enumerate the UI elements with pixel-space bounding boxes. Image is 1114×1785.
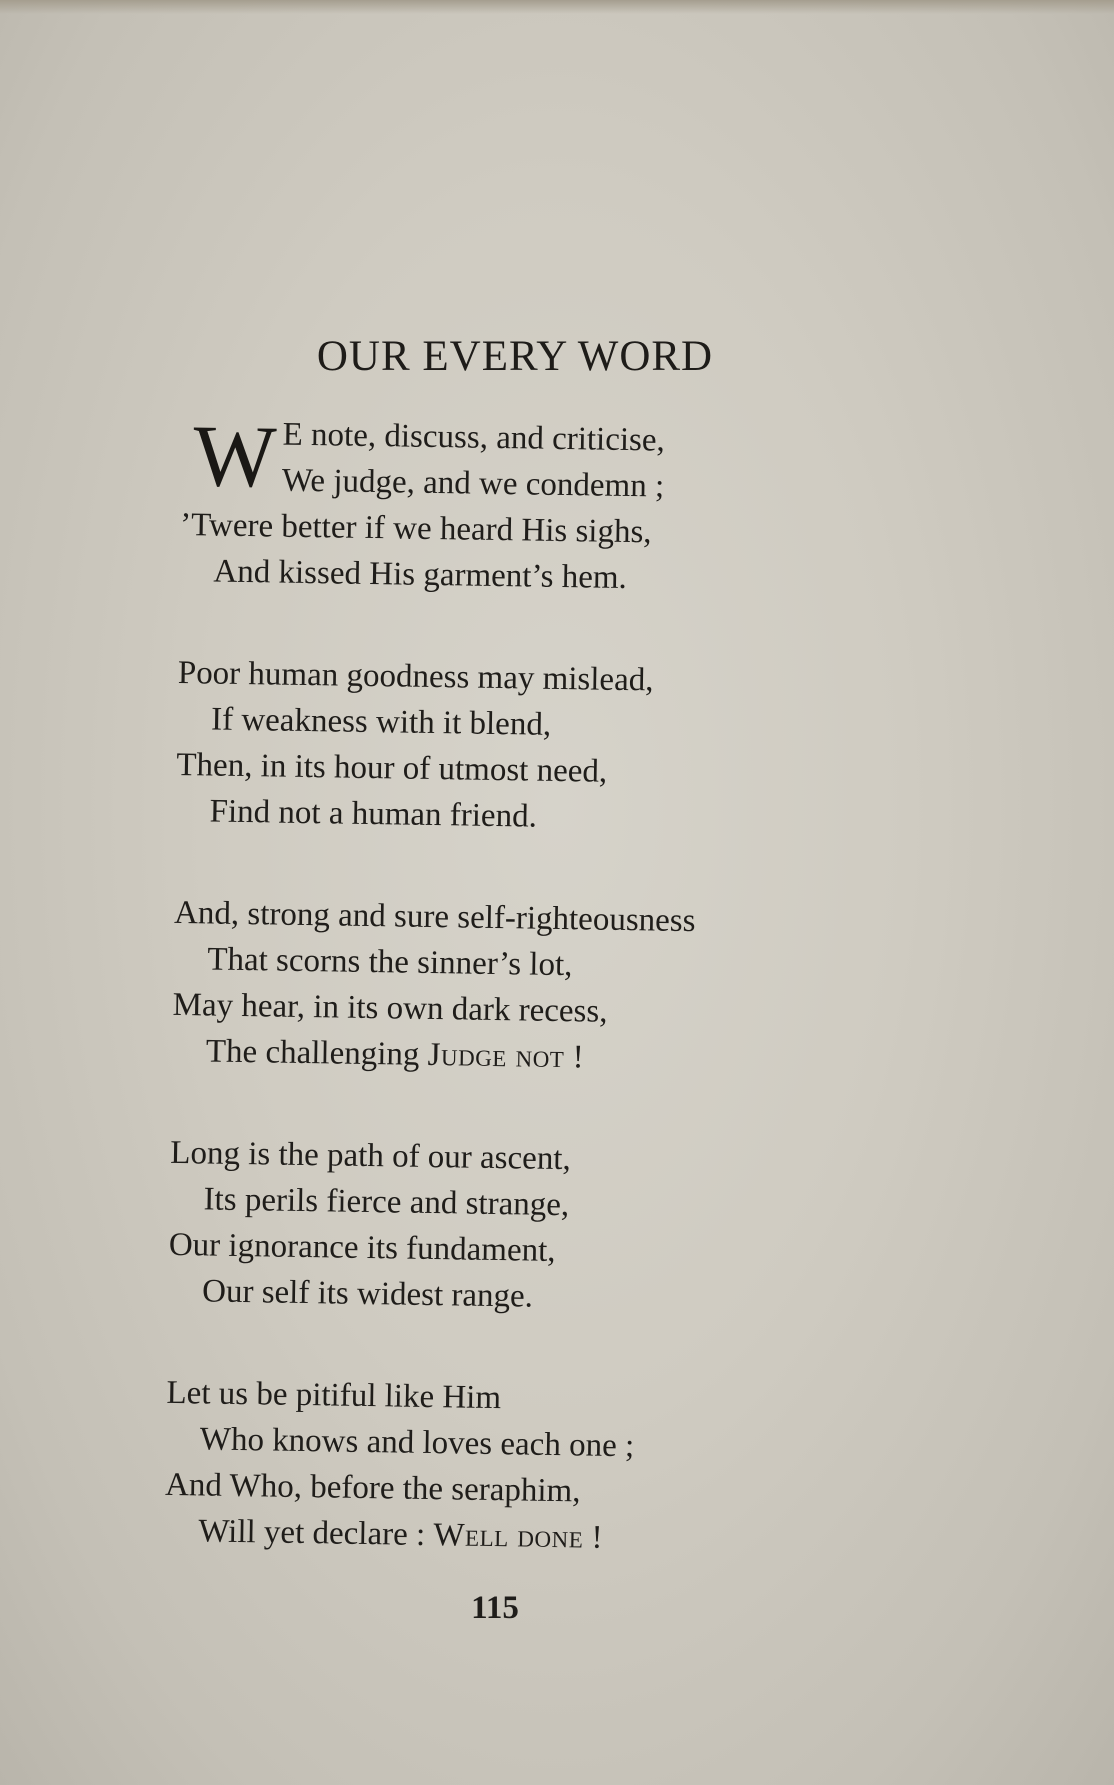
poem-line: Our ignorance its fundament,	[168, 1226, 556, 1269]
poem-line: Let us be pitiful like Him	[166, 1374, 502, 1417]
poem-line: Its perils fierce and strange,	[203, 1181, 570, 1224]
stanza-5	[164, 1370, 1027, 1567]
poem-line: We judge, and we condemn ;	[281, 462, 665, 505]
poem-title: OUR EVERY WORD	[316, 333, 714, 380]
poem-line: Find not a human friend.	[209, 793, 538, 835]
poem-line: If weakness with it blend,	[210, 701, 552, 743]
drop-cap: W	[192, 408, 278, 507]
poem-line: Our self its widest range.	[201, 1273, 534, 1315]
line-text: Will yet declare :	[198, 1513, 434, 1554]
poem-line: ’Twere better if we heard His sighs,	[179, 506, 652, 551]
line-punctuation: !	[564, 1039, 584, 1076]
page-edge-shadow	[0, 0, 1114, 14]
poem-body	[163, 410, 1042, 1623]
poem-line: E note, discuss, and criticise,	[282, 416, 666, 459]
line-punctuation: !	[583, 1519, 603, 1556]
small-caps-phrase: Well done	[433, 1517, 584, 1556]
poem-line: And kissed His garment’s hem.	[213, 553, 628, 597]
poem-line: Long is the path of our ascent,	[170, 1134, 572, 1178]
poem-line: And Who, before the seraphim,	[164, 1466, 581, 1510]
poem-line: Then, in its hour of utmost need,	[176, 746, 608, 790]
page-number: 115	[471, 1590, 519, 1626]
poem-line: Who knows and loves each one ;	[199, 1421, 635, 1465]
poem-line: Poor human goodness may mislead,	[177, 654, 654, 699]
stanza-4	[168, 1130, 1031, 1327]
stanza-2	[175, 650, 1038, 847]
poem-line: May hear, in its own dark recess,	[172, 986, 608, 1030]
poem-line: That scorns the sinner’s lot,	[207, 941, 573, 984]
small-caps-phrase: Judge not	[427, 1036, 565, 1076]
poem-line: And, strong and sure self-righteousness	[173, 894, 696, 940]
bleed-through-text	[500, 95, 509, 147]
stanza-3	[172, 890, 1035, 1087]
stanza-1	[179, 410, 1042, 607]
line-text: The challenging	[205, 1033, 428, 1073]
